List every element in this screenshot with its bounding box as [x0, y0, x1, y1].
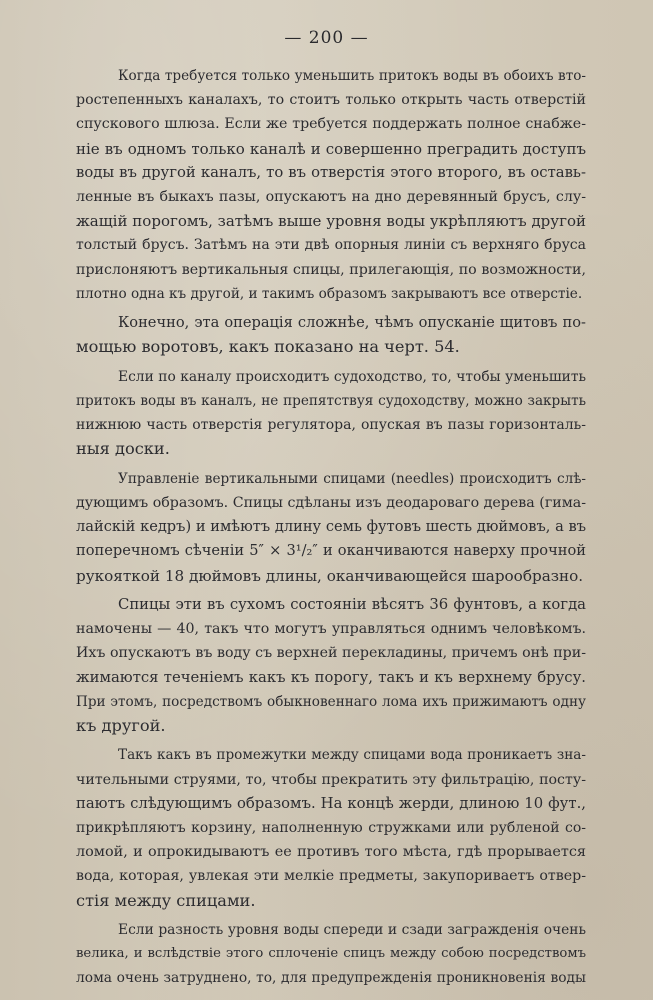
text-line: рукояткой 18 дюймовъ длины, оканчивающейся шарообразно. [76, 566, 584, 585]
text-line: вода, которая, увлекая эти мелкіе предметы, закупориваетъ отвер- [76, 868, 586, 885]
text-line: велика, и вслѣдствіе этого сплоченіе спицъ между собою посредствомъ [76, 946, 586, 962]
text-line: жащій порогомъ, затѣмъ выше уровня воды укрѣпляютъ другой [76, 212, 586, 231]
text-line: мощью воротовъ, какъ показано на черт. 54. [76, 337, 460, 357]
text-line: лайскій кедръ) и имѣютъ длину семь футовъ шесть дюймовъ, а въ [76, 518, 586, 536]
text-line: паютъ слѣдующимъ образомъ. На концѣ жерди, длиною 10 фут., [76, 794, 586, 812]
text-line: жимаются теченіемъ какъ къ порогу, такъ и къ верхнему брусу. [76, 668, 586, 686]
text-line: стія между спицами. [76, 890, 256, 910]
text-line: Если по каналу происходитъ судоходство, то, чтобы уменьшить [118, 368, 586, 385]
text-line: къ другой. [76, 716, 166, 735]
text-line: толстый брусъ. Затѣмъ на эти двѣ опорныя линіи съ верхняго бруса [76, 237, 586, 254]
text-line: ростепенныхъ каналахъ, то стоитъ только открыть часть отверстій [76, 92, 586, 109]
text-line: притокъ воды въ каналъ, не препятствуя судоходству, можно закрыть [76, 393, 586, 409]
text-line: прислоняютъ вертикальныя спицы, прилегающія, по возможности, [76, 261, 586, 278]
text-line: Управленіе вертикальными спицами (needles) происходитъ слѣ- [118, 470, 586, 487]
text-line: Когда требуется только уменьшить притокъ воды въ обоихъ вто- [118, 68, 586, 84]
text-line: Если разность уровня воды спереди и сзади загражденія очень [118, 922, 586, 938]
text-line: ныя доски. [76, 439, 170, 459]
text-line: Спицы эти въ сухомъ состояніи вѣсятъ 36 фунтовъ, а когда [118, 596, 586, 613]
text-line: ніе въ одномъ только каналѣ и совершенно преградить доступъ [76, 139, 586, 158]
text-line: Конечно, эта операція сложнѣе, чѣмъ опусканіе щитовъ по- [118, 314, 586, 332]
text-line: Ихъ опускаютъ въ воду съ верхней перекладины, причемъ онѣ при- [76, 645, 586, 662]
text-line: плотно одна къ другой, и такимъ образомъ закрываютъ все отверстіе. [76, 285, 583, 302]
text-line: дующимъ образомъ. Спицы сдѣланы изъ деодароваго дерева (гима- [76, 495, 586, 511]
text-line: намочены — 40, такъ что могутъ управляться однимъ человѣкомъ. [76, 621, 586, 638]
text-line: Такъ какъ въ промежутки между спицами вода проникаетъ зна- [118, 747, 586, 764]
text-line: прикрѣпляютъ корзину, наполненную стружками или рубленой со- [76, 820, 586, 836]
text-line: спускового шлюза. Если же требуется поддержать полное снабже- [76, 116, 586, 133]
text-line: ломой, и опрокидываютъ ее противъ того мѣста, гдѣ прорывается [76, 844, 586, 861]
text-line: лома очень затруднено, то, для предупрежденія проникновенія воды [76, 970, 586, 987]
text-line: воды въ другой каналъ, то въ отверстія этого второго, въ оставь- [76, 163, 586, 181]
text-line: поперечномъ сѣченіи 5″ × 3¹/₂″ и оканчиваются наверху прочной [76, 542, 586, 560]
text-line: нижнюю часть отверстія регулятора, опуская въ пазы горизонталь- [76, 417, 586, 434]
page-number: — 200 — [284, 28, 369, 48]
text-line: ленные въ быкахъ пазы, опускаютъ на дно деревянный брусъ, слу- [76, 189, 586, 205]
text-line: чительными струями, то, чтобы прекратить эту фильтрацію, посту- [76, 771, 586, 788]
text-line: При этомъ, посредствомъ обыкновеннаго лома ихъ прижимаютъ одну [76, 693, 586, 710]
